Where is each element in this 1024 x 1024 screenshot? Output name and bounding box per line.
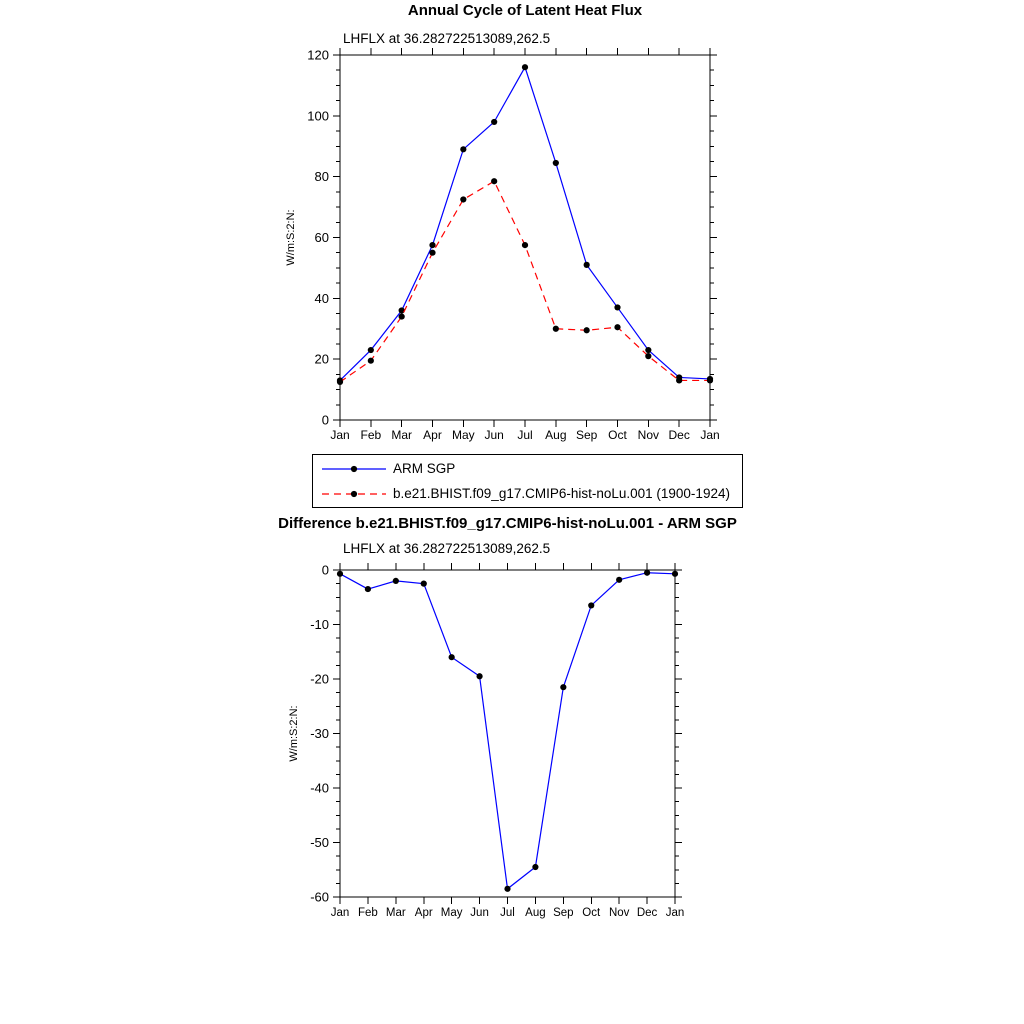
x-tick-label: Apr [423,428,442,442]
x-tick-label: Oct [582,907,601,919]
x-tick-label: Feb [358,907,378,919]
x-tick-label: Sep [553,907,574,919]
data-point-marker [337,571,343,577]
data-point-marker [399,313,405,319]
x-tick-label: Feb [360,428,382,442]
data-point-marker [476,673,482,679]
x-tick-label: Jan [330,907,350,919]
y-tick-label: 40 [314,290,329,306]
x-tick-label: Nov [637,428,660,442]
data-point-marker [491,178,497,184]
x-tick-label: Nov [608,907,630,919]
x-tick-label: Oct [608,428,627,442]
legend-line-sample [320,463,388,475]
x-tick-label: Dec [636,907,658,919]
data-point-marker [429,242,435,248]
difference-chart-subtitle: LHFLX at 36.282722513089,262.5 [343,541,551,556]
data-point-marker [522,64,528,70]
x-tick-label: Apr [414,907,433,919]
difference-chart-title: Difference b.e21.BHIST.f09_g17.CMIP6-hist-noLu.001 - ARM SGP [278,515,737,532]
y-tick-label: -10 [310,617,329,632]
x-tick-label: Jan [700,428,720,442]
x-tick-label: Mar [391,428,413,442]
x-tick-label: Dec [668,428,690,442]
series-line [340,67,710,380]
data-point-marker [614,324,620,330]
x-tick-label: May [451,428,475,442]
x-tick-label: Aug [545,428,567,442]
x-tick-label: Jun [470,907,489,919]
data-point-marker [522,242,528,248]
data-point-marker [460,146,466,152]
legend [312,454,743,508]
data-point-marker [368,358,374,364]
x-tick-label: Aug [525,907,546,919]
y-tick-label: 20 [314,351,329,367]
legend-label: b.e21.BHIST.f09_g17.CMIP6-hist-noLu.001 (1900-1924) [393,486,730,501]
y-tick-label: -30 [310,726,329,741]
data-point-marker [365,586,371,592]
x-tick-label: Jun [484,428,504,442]
top-chart-title: Annual Cycle of Latent Heat Flux [407,2,643,19]
x-tick-label: Sep [575,428,598,442]
data-point-marker [614,304,620,310]
axes [307,48,719,443]
legend-line-sample [320,488,388,500]
y-tick-label: 100 [307,108,329,124]
data-point-marker [645,347,651,353]
x-tick-label: Jan [665,907,685,919]
top-chart [285,48,720,443]
data-point-marker [460,196,466,202]
y-axis-label: W/m:S:2:N: [285,209,297,266]
axes [310,563,684,920]
data-point-marker [553,160,559,166]
x-tick-label: Jul [500,907,515,919]
x-tick-label: Jul [517,428,533,442]
data-point-marker [399,307,405,313]
data-point-marker [368,347,374,353]
data-point-marker [644,570,650,576]
legend-marker [351,490,357,496]
y-tick-label: 120 [307,47,329,63]
y-tick-label: -60 [310,889,329,905]
data-point-marker [645,353,651,359]
data-point-marker [449,654,455,660]
data-point-marker [491,119,497,125]
data-point-marker [504,886,510,892]
data-point-marker [584,262,590,268]
data-point-marker [616,577,622,583]
legend-entry [313,481,742,506]
data-point-marker [429,250,435,256]
data-point-marker [707,377,713,383]
y-tick-label: 60 [314,230,329,245]
y-tick-label: -40 [310,780,329,796]
y-tick-label: 0 [321,562,329,578]
y-tick-label: -20 [310,671,329,687]
data-point-marker [676,377,682,383]
top-chart-subtitle: LHFLX at 36.282722513089,262.5 [343,31,551,46]
legend-entry [313,456,742,481]
y-tick-label: 80 [314,169,329,185]
data-point-marker [532,864,538,870]
y-axis-label: W/m:S:2:N: [288,705,300,762]
data-point-marker [337,379,343,385]
data-point-marker [560,684,566,690]
series-line [340,573,675,889]
x-tick-label: Mar [385,907,406,919]
data-point-marker [421,581,427,587]
data-point-marker [393,578,399,584]
y-tick-label: -50 [310,835,329,850]
series-line [340,181,710,382]
legend-label: ARM SGP [393,461,456,476]
data-point-marker [553,326,559,332]
data-point-marker [672,571,678,577]
x-tick-label: May [440,907,463,919]
data-point-marker [584,327,590,333]
difference-chart [288,563,684,920]
x-tick-label: Jan [330,428,350,442]
data-point-marker [588,602,594,608]
y-tick-label: 0 [321,412,329,428]
legend-marker [351,465,357,471]
